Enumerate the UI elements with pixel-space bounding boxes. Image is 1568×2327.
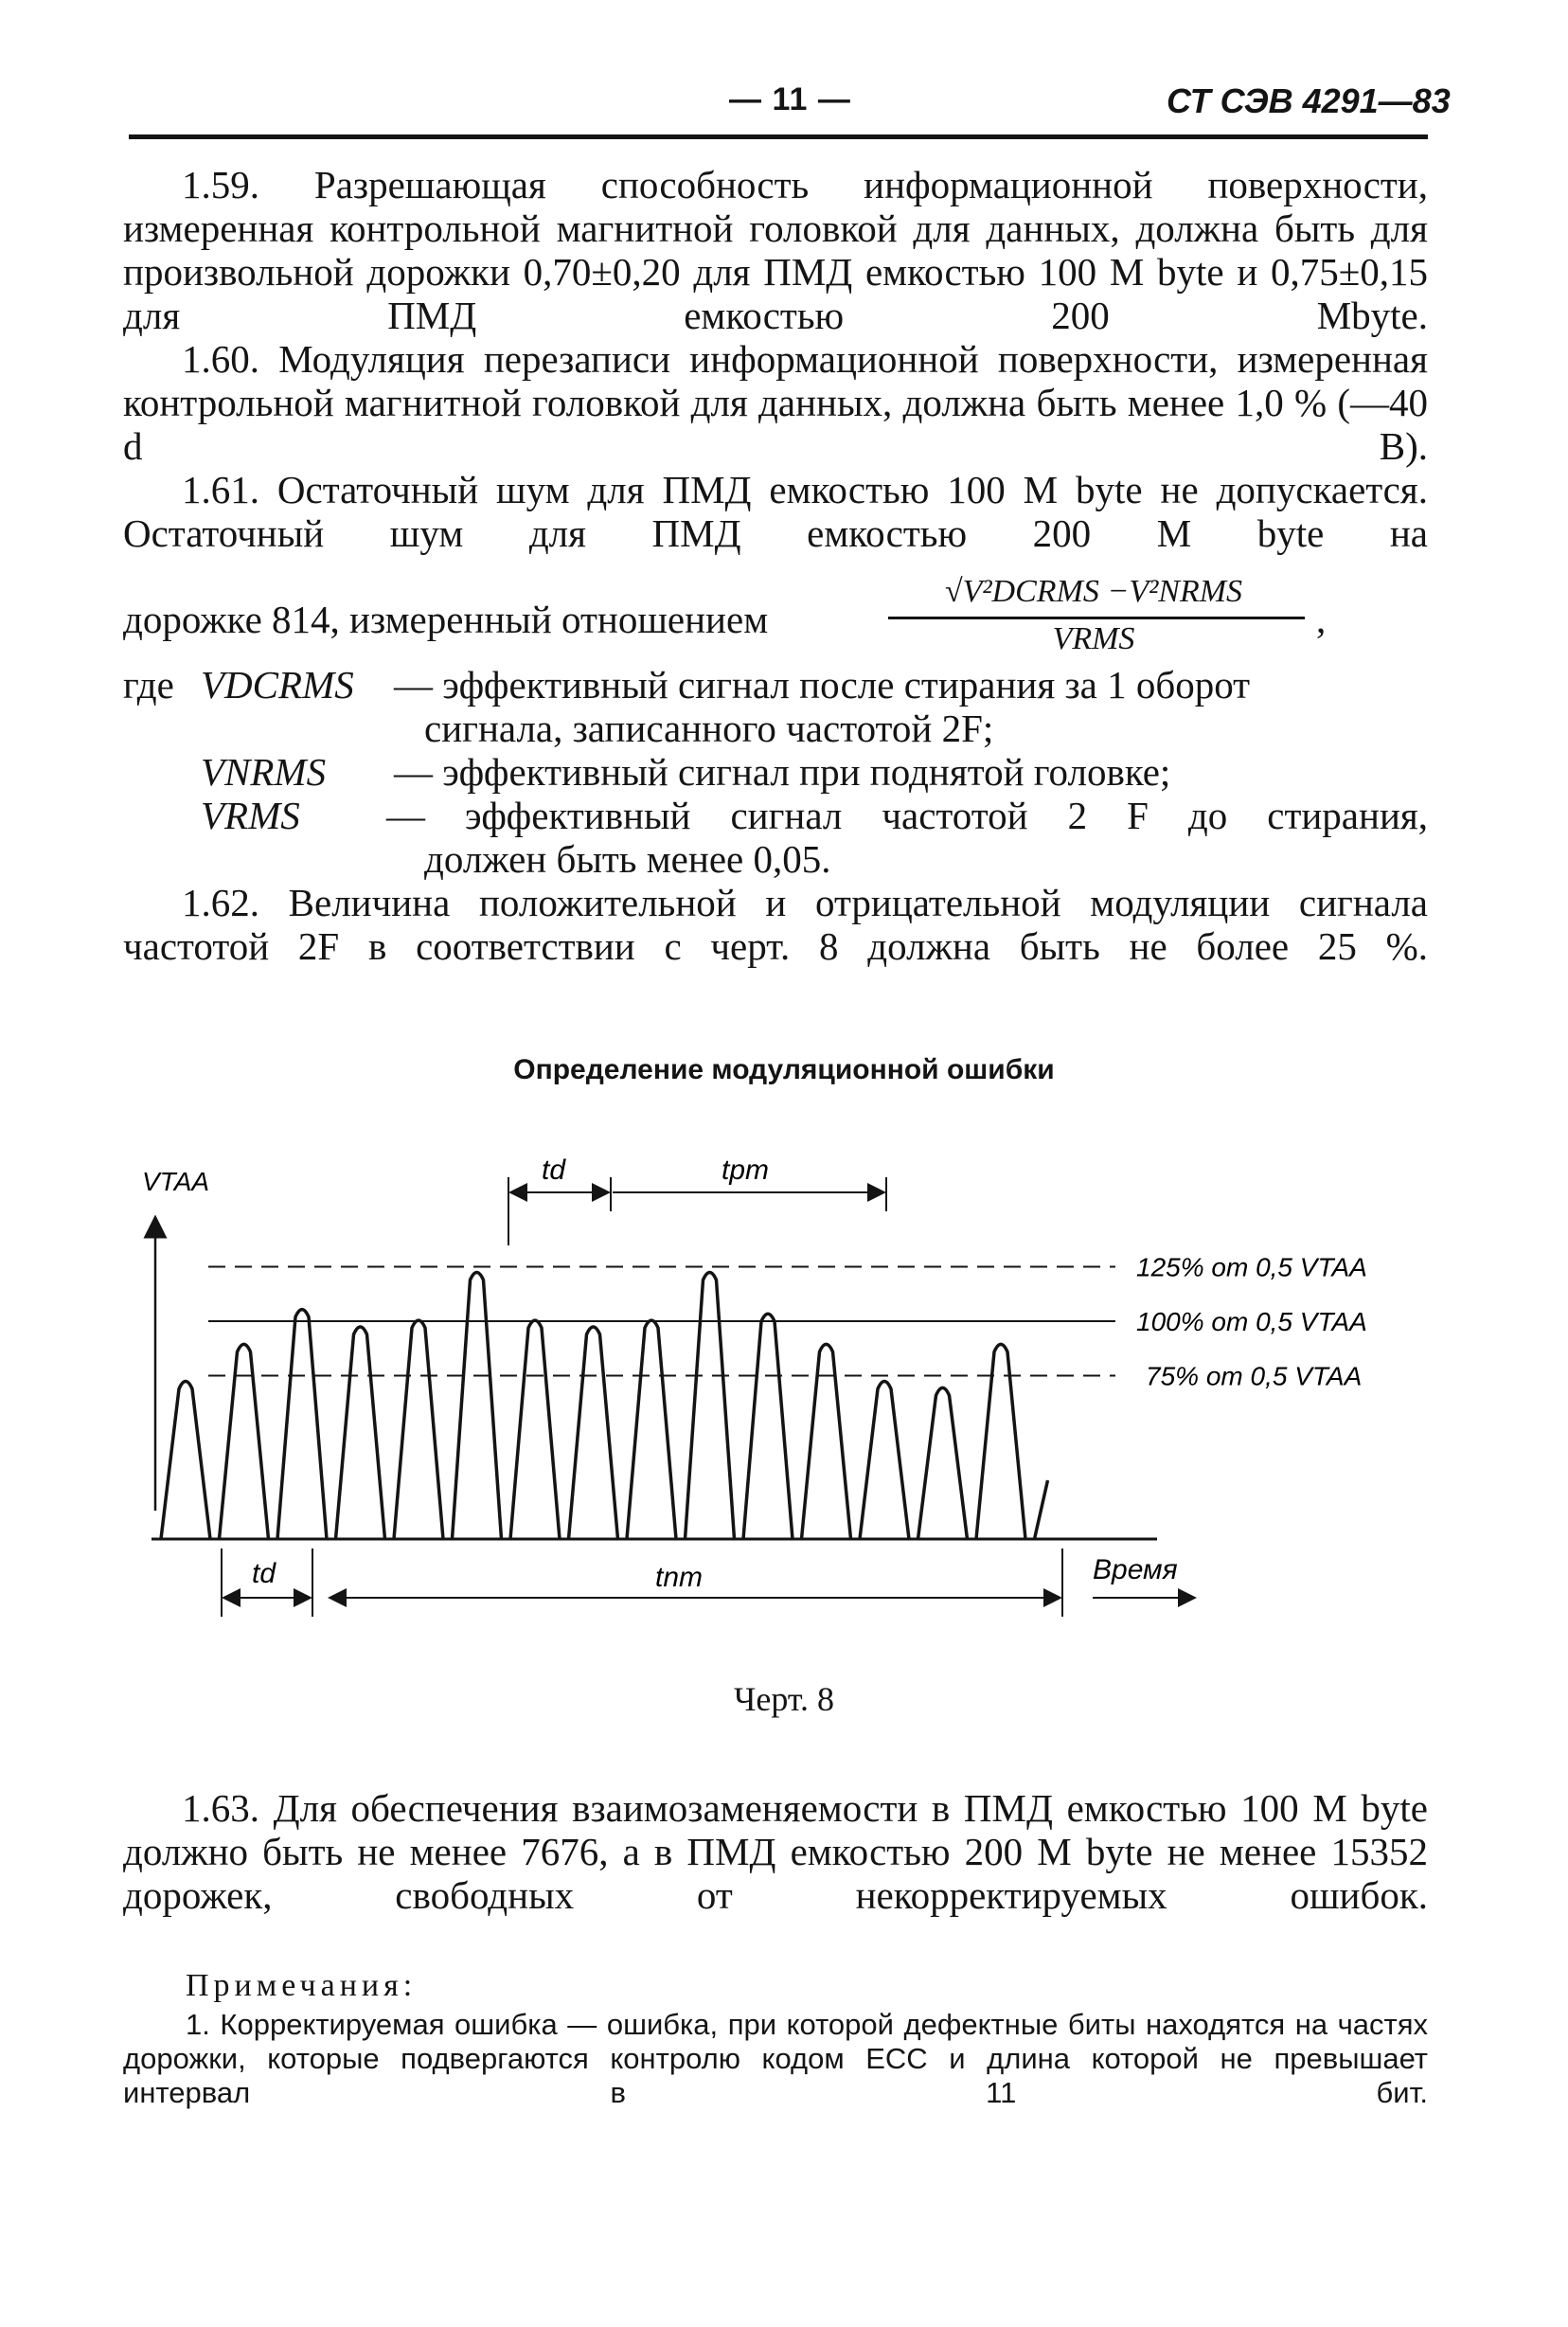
paragraph-1-62: 1.62. Величина положительной и отрицательной модуляции сигнала частотой 2F в соответствии с черт. 8 должна быть не более 25 %. (123, 881, 1428, 968)
standard-number: СТ СЭВ 4291—83 (1167, 81, 1451, 120)
figure-caption: Черт. 8 (734, 1680, 834, 1718)
td-top-label: td (542, 1155, 566, 1186)
waveform-peak (743, 1314, 793, 1539)
level-label-125: 125% от 0,5 VTAA (1136, 1252, 1367, 1282)
waveform-peak (510, 1320, 560, 1539)
waveform (161, 1273, 1048, 1540)
fraction-denominator: VRMS (1052, 621, 1135, 656)
waveform-peak (336, 1327, 385, 1539)
note-1 (123, 2008, 1428, 2110)
tnm-label: tnm (655, 1562, 704, 1593)
def-text-vdcrms: — эффективный сигнал после стирания за 1 оборот (394, 663, 1251, 707)
def-symbol-vdcrms: VDCRMS (201, 663, 354, 707)
waveform-tail (1035, 1480, 1048, 1539)
tpm-label: tpm (722, 1155, 770, 1186)
waveform-peak (394, 1320, 443, 1539)
waveform-peak (802, 1344, 851, 1539)
def-symbol-vnrms: VNRMS (201, 750, 327, 794)
figure-title: Определение модуляционной ошибки (513, 1054, 1055, 1085)
notes-heading: Примечания: (186, 1968, 418, 2003)
where-label: где (123, 663, 174, 707)
paragraph-1-61: 1.61. Остаточный шум для ПМД емкостью 100 M byte не допускается. Остаточный шум для ПМД емкостью 200 M byte на (123, 468, 1428, 555)
waveform-peak (161, 1382, 210, 1540)
waveform-peak (860, 1382, 909, 1540)
paragraph-1-61-track: дорожке 814, измеренный отношением (123, 598, 769, 641)
paragraph-1-60: 1.60. Модуляция перезаписи информационной поверхности, измеренная контрольной магнитной головкой для данных, должна быть менее 1,0 % (—40 d B). (123, 337, 1428, 468)
time-label: Время (1093, 1554, 1178, 1585)
fraction-bar (888, 617, 1305, 619)
waveform-peak (627, 1320, 676, 1539)
waveform-peak (220, 1344, 269, 1539)
page-number: — 11 — (729, 81, 851, 117)
waveform-peak (976, 1344, 1025, 1539)
header-rule (129, 134, 1428, 139)
def-text-vrms: — эффективный сигнал частотой 2 F до стирания, (386, 794, 1428, 837)
level-label-100: 100% от 0,5 VTAA (1136, 1307, 1367, 1336)
td-bottom-label: td (252, 1558, 276, 1589)
paragraph-1-63: 1.63. Для обеспечения взаимозаменяемости в ПМД емкостью 100 M byte должно быть не менее 7676, а в ПМД емкостью 200 M byte не менее 15352 дорожек, свободных от некорректируемых ошибок. (123, 1786, 1428, 1917)
paragraph-1-59: 1.59. Разрешающая способность информационной поверхности, измеренная контрольной магнитной головкой для данных, должна быть для произвольной дорожки 0,70±0,20 для ПМД емкостью 100 M byte и 0,75±0,15 для ПМД емкостью 200 Mbyte. (123, 163, 1428, 337)
waveform-peak (277, 1310, 327, 1539)
def-cont-vrms: должен быть менее 0,05. (424, 837, 831, 881)
modulation-error-diagram (0, 1132, 1568, 1662)
fraction-comma: , (1316, 598, 1327, 641)
waveform-peak (453, 1273, 502, 1540)
note-1-text: 1. Корректируемая ошибка — ошибка, при которой дефектные биты находятся на частях дорожки, которые подвергаются контролю кодом ECC и длина которой не превышает интервал в 11 бит. (123, 2008, 1428, 2109)
level-label-75: 75% от 0,5 VTAA (1146, 1361, 1363, 1391)
voltage-axis-label: VTAA (142, 1167, 210, 1196)
fraction-numerator: √V²DCRMS −V²NRMS (944, 574, 1243, 609)
waveform-peak (918, 1387, 968, 1539)
def-cont-vdcrms: сигнала, записанного частотой 2F; (424, 707, 994, 750)
waveform-peak (686, 1273, 735, 1540)
def-text-vnrms: — эффективный сигнал при поднятой головке; (394, 750, 1171, 794)
waveform-peak (569, 1327, 618, 1539)
def-symbol-vrms: VRMS (201, 794, 300, 837)
